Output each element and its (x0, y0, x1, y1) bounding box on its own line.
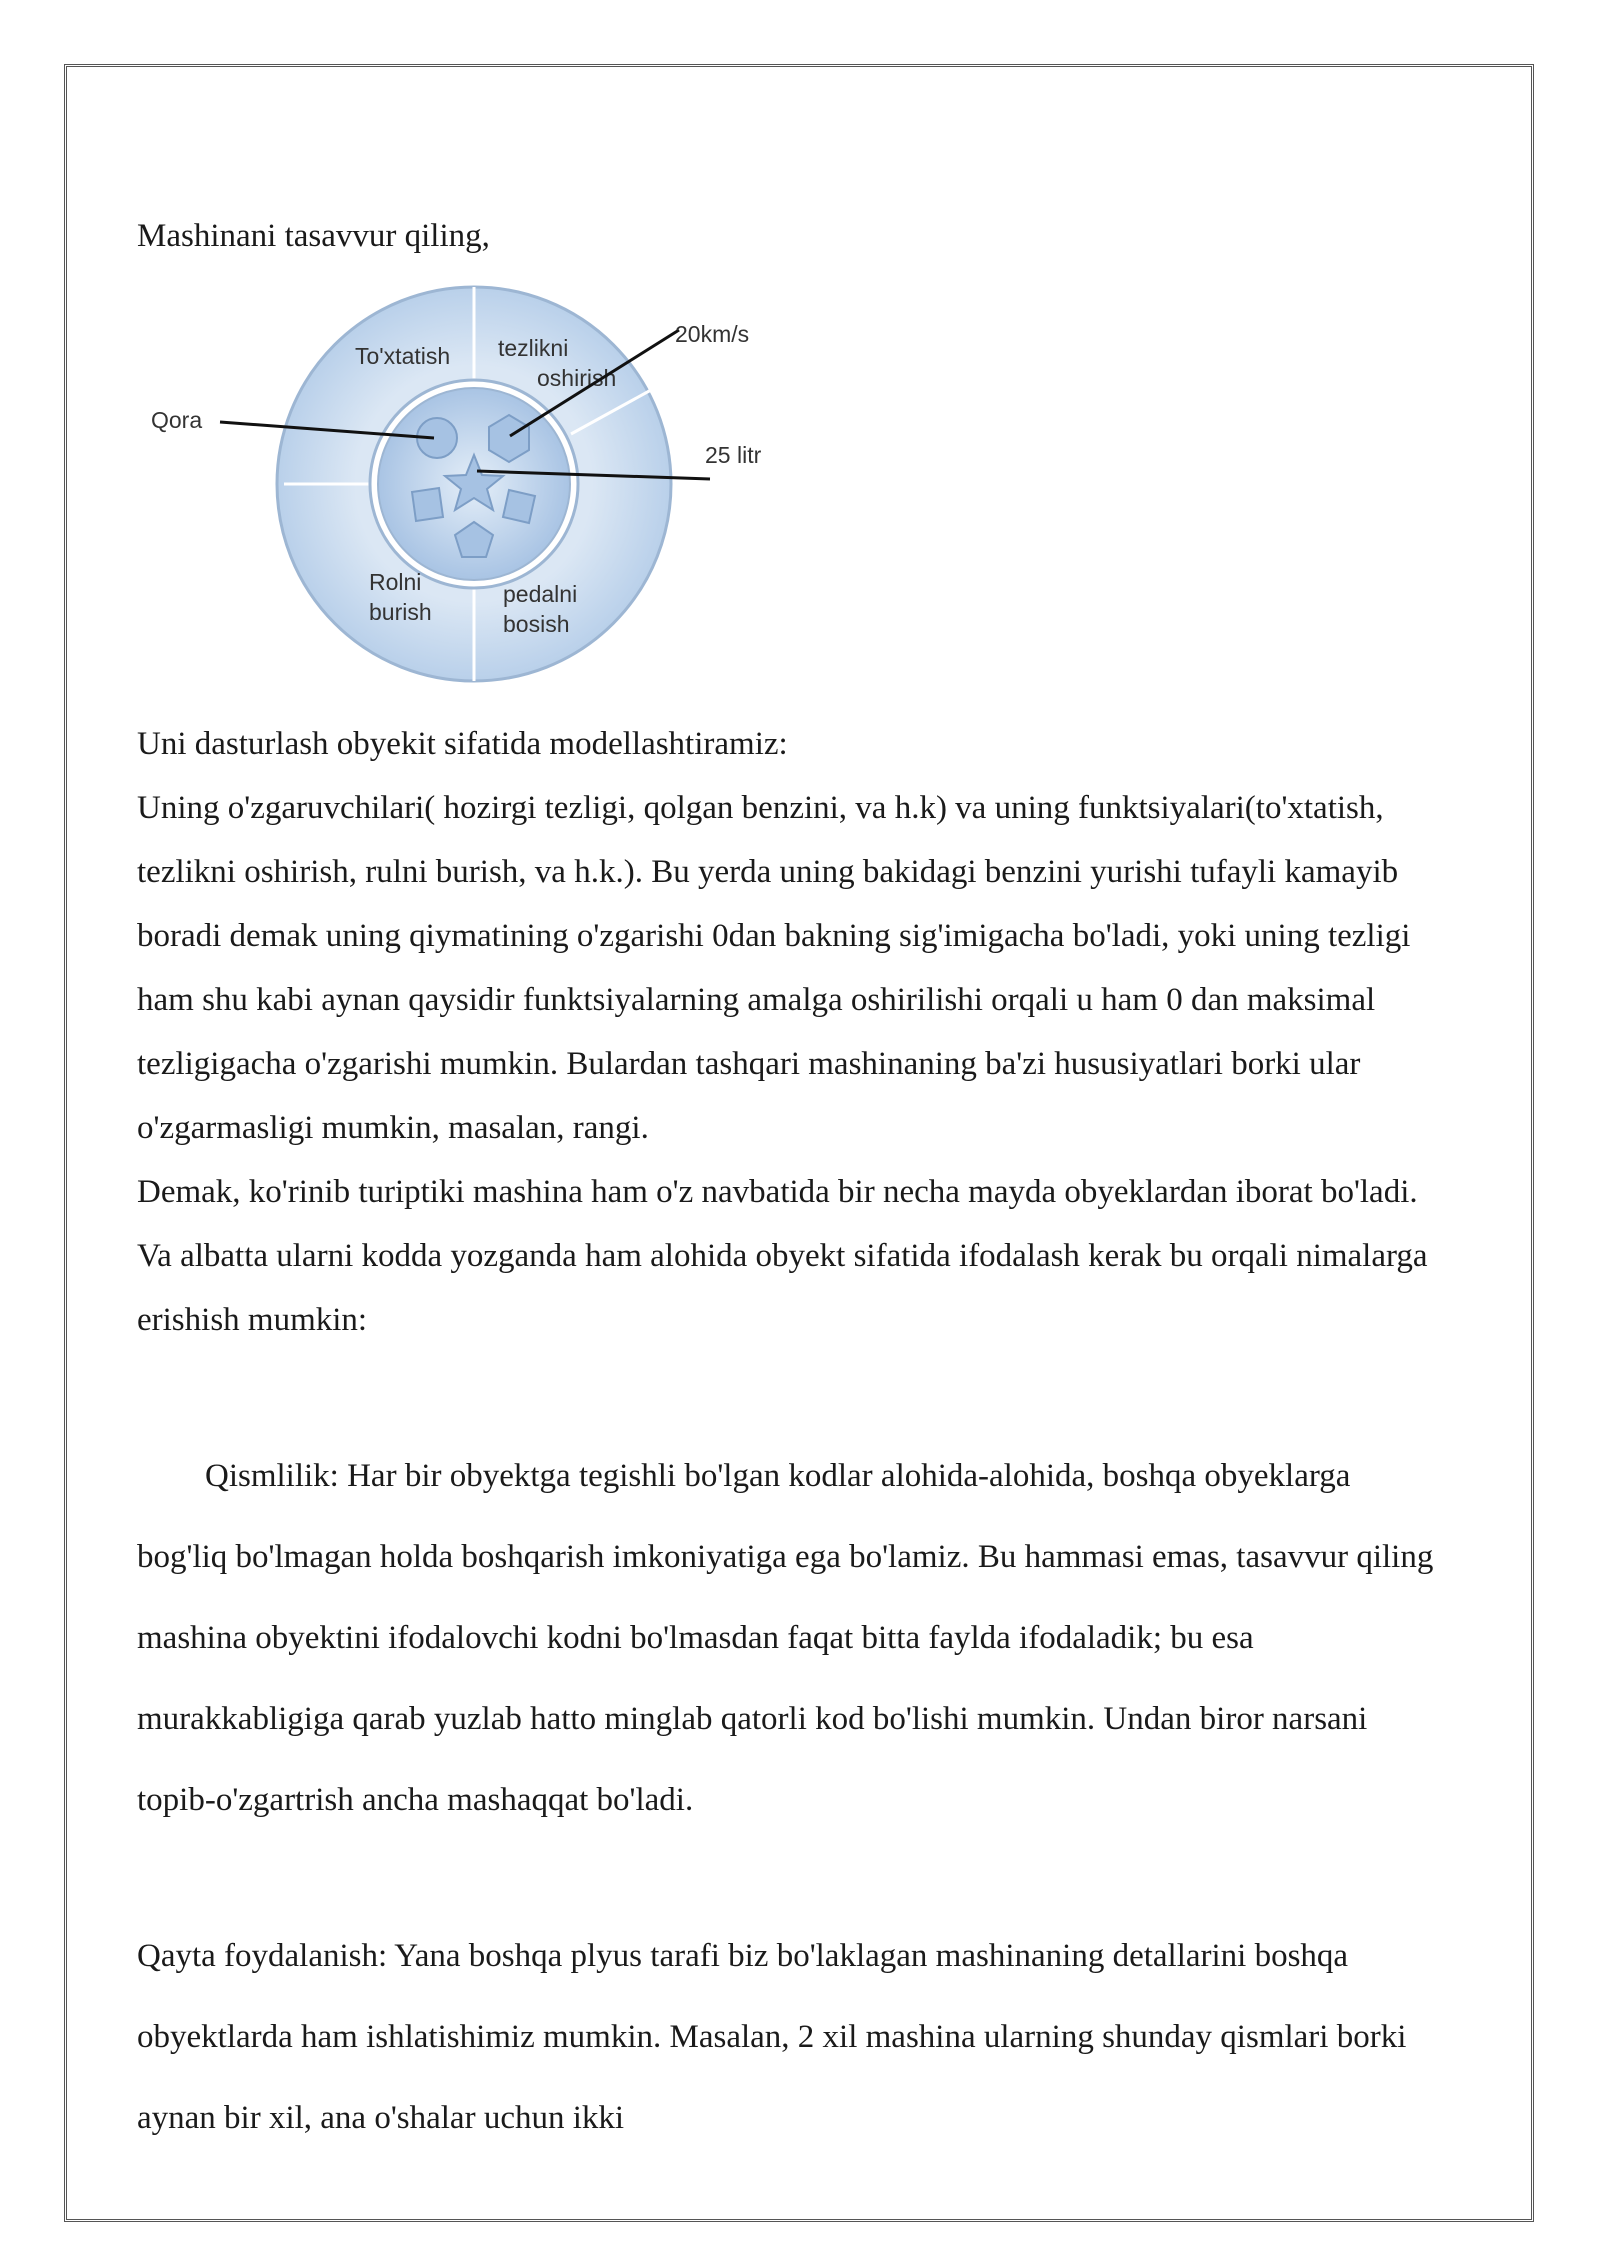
paragraph-text: Uni dasturlash obyekit sifatida modellashtiramiz: Uning o'zgaruvchilari( hozirgi tezligi, qolgan benzini, va h.k) va uning funktsiyalari(to'xtatish, tezlikni oshirish, rulni burish, va h.k.). Bu yerda uning bakidagi benzini yurishi tufayli kamayib boradi demak uning qiymatining o'zgarishi 0dan bakning sig'imigacha bo'ladi, yoki uning tezligi ham shu kabi aynan qaysidir funktsiyalarning amalga oshirilishi orqali u ham 0 dan maksimal tezligigacha o'zgarishi mumkin. Bulardan tashqari mashinaning ba'zi hususiyatlari borki ular o'zgarmasligi mumkin, masalan, rangi. Demak, ko'rinib turiptiki mashina ham o'z navbatida bir necha mayda obyeklardan iborat bo'ladi. Va albatta ularni kodda yozganda ham alohida obyekt sifatida ifodalash kerak bu orqali nimalarga erishish mumkin: (137, 726, 1428, 1338)
car-object-diagram (137, 272, 797, 696)
method-square-shape (503, 490, 535, 523)
segment-label-accelerate: tezlikni (498, 335, 569, 361)
segment-label-steer: Rolni (369, 569, 422, 595)
segment-label-pedal: bosish (503, 611, 570, 637)
intro-text: Mashinani tasavvur qiling, (137, 218, 490, 254)
paragraph-modularity: Qismlilik: Har bir obyektga tegishli bo'lgan kodlar alohida-alohida, boshqa obyeklarga bog'liq bo'lmagan holda boshqarish imkoniyatiga ega bo'lamiz. Bu hammasi emas, tasavvur qiling mashina obyektini ifodalovchi kodni bo'lmasdan faqat bitta faylda ifodaladik; bu esa murakkabligiga qarab yuzlab hatto minglab qatorli kod bo'lishi mumkin. Undan biror narsani topib-o'zgartrish ancha mashaqqat bo'ladi. (137, 1458, 1434, 1818)
paragraph-intro-modeling (137, 712, 1437, 1352)
paragraph-reuse: Qayta foydalanish: Yana boshqa plyus tarafi biz bo'laklagan mashinaning detallarini boshqa obyektlarda ham ishlatishimiz mumkin. Masalan, 2 xil mashina ularning shunday qismlari borki aynan bir xil, ana o'shalar uchun ikki (137, 1938, 1407, 2136)
segment-label-pedal: pedalni (503, 581, 578, 607)
callout-label-color: Qora (151, 407, 203, 433)
callout-label-speed: 20km/s (675, 321, 750, 347)
segment-label-steer: burish (369, 599, 432, 625)
method-square-shape (412, 488, 443, 521)
callout-label-fuel: 25 litr (705, 442, 762, 468)
segment-label-stop: To'xtatish (355, 343, 451, 369)
segment-label-accelerate: oshirish (537, 365, 617, 391)
